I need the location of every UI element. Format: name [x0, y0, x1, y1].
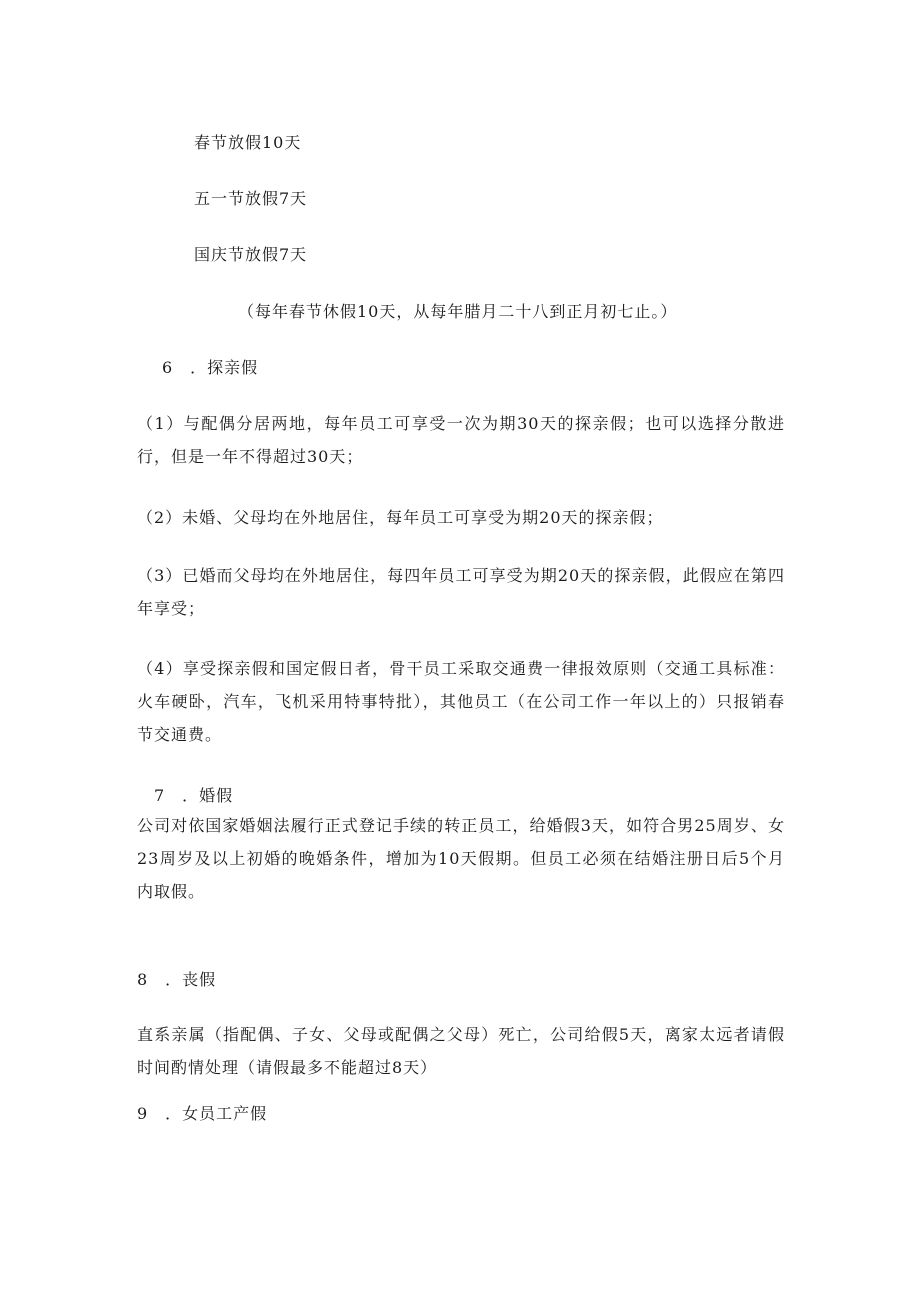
section-6-item-4: （4）享受探亲假和国定假日者，骨干员工采取交通费一律报效原则（交通工具标准：火车硬卧，汽车，飞机采用特事特批），其他员工（在公司工作一年以上的）只报销春节交通费。	[137, 659, 785, 744]
section-6-item-1: （1）与配偶分居两地，每年员工可享受一次为期30天的探亲假；也可以选择分散进行，但是一年不得超过30天；	[137, 414, 785, 466]
holiday-spring: 春节放假10天	[194, 133, 302, 152]
section-8-heading: 8 ．丧假	[137, 970, 217, 989]
section-9-heading: 9 ．女员工产假	[137, 1104, 268, 1123]
section-7-heading: 7 ．婚假	[154, 786, 234, 805]
section-6-item-2: （2）未婚、父母均在外地居住，每年员工可享受为期20天的探亲假；	[137, 508, 664, 527]
holiday-national-day: 国庆节放假7天	[194, 245, 308, 264]
holiday-note: （每年春节休假10天，从每年腊月二十八到正月初七止。）	[238, 302, 678, 321]
holiday-may-day: 五一节放假7天	[194, 189, 308, 208]
section-6-heading: 6 ．探亲假	[162, 358, 259, 377]
section-8-body: 直系亲属（指配偶、子女、父母或配偶之父母）死亡，公司给假5天，离家太远者请假时间酌情处理（请假最多不能超过8天）	[137, 1025, 785, 1077]
section-6-item-3: （3）已婚而父母均在外地居住，每四年员工可享受为期20天的探亲假，此假应在第四年享受；	[137, 566, 785, 618]
section-7-body: 公司对依国家婚姻法履行正式登记手续的转正员工，给婚假3天，如符合男25周岁、女23周岁及以上初婚的晚婚条件，增加为10天假期。但员工必须在结婚注册日后5个月内取假。	[137, 816, 785, 901]
